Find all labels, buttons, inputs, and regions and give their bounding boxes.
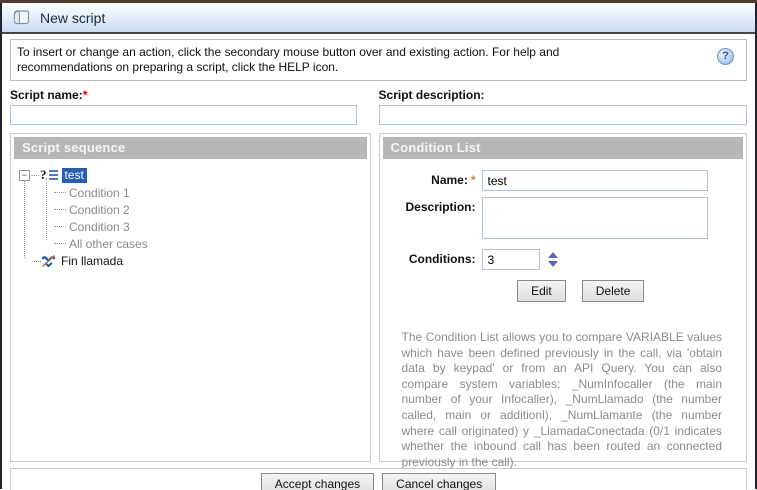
edit-button[interactable]: Edit (517, 280, 566, 302)
conditions-spinner (548, 249, 558, 270)
script-description-input[interactable] (379, 105, 747, 125)
required-asterisk: * (82, 88, 88, 102)
new-script-dialog (0, 3, 757, 489)
help-icon[interactable]: ? (717, 48, 734, 65)
condition-list-panel (379, 133, 747, 469)
script-sequence-header: Script sequence (14, 137, 367, 159)
tree-node-condition-1[interactable]: Condition 1 (19, 184, 370, 201)
spinner-down-arrow-icon[interactable] (548, 261, 558, 267)
conditions-count-label: Conditions: (408, 252, 476, 266)
end-call-icon (41, 254, 56, 268)
condition-name-input[interactable] (482, 170, 708, 191)
script-description-label: Script description: (378, 88, 485, 102)
script-sequence-tree (11, 162, 370, 270)
tree-dots (31, 175, 39, 176)
tree-node-all-other-cases[interactable]: All other cases (19, 235, 370, 252)
instruction-text: To insert or change an action, click the secondary mouse button over and existing action. For help and recommendations on preparing a script, click the HELP icon. (17, 45, 560, 74)
tree-collapse-toggle[interactable]: − (19, 170, 30, 181)
tree-row-root (19, 166, 370, 184)
instruction-box (10, 39, 747, 81)
tree-node-condition-2[interactable]: Condition 2 (19, 201, 370, 218)
delete-button[interactable]: Delete (582, 280, 645, 302)
conditions-count-input[interactable] (482, 249, 540, 270)
script-name-input[interactable] (10, 105, 357, 125)
condition-description-label: Description: (405, 200, 476, 214)
condition-list-header: Condition List (383, 137, 743, 159)
dialog-title: New script (40, 9, 106, 26)
script-sequence-panel (10, 133, 371, 462)
dialog-footer (10, 468, 747, 490)
cancel-changes-button[interactable]: Cancel changes (382, 473, 496, 490)
script-icon (12, 9, 31, 26)
accept-changes-button[interactable]: Accept changes (261, 473, 374, 490)
script-name-label: Script name:* (10, 88, 88, 102)
condition-help-text: The Condition List allows you to compare VARIABLE values which have been defined previously in the call, via 'obtain data by keypad' or from an API Query. You can also compare system variables: _NumInfocaller (the main number of your Infocaller), _NumLlamado (the number called, main or additionl), _NumLlamante (the number where call originated) y _LlamadaConectada (0/1 indicates whether the inbound call has been routed an connected previously in the call). (401, 330, 722, 469)
tree-node-fin-llamada[interactable]: Fin llamada (19, 252, 370, 270)
condition-description-textarea[interactable] (482, 197, 708, 239)
required-asterisk: * (470, 173, 476, 187)
tree-node-test[interactable]: test (62, 168, 87, 183)
dialog-titlebar (2, 3, 755, 34)
condition-list-icon: ? (40, 167, 58, 183)
tree-node-condition-3[interactable]: Condition 3 (19, 218, 370, 235)
spinner-up-arrow-icon[interactable] (548, 252, 558, 258)
condition-name-label: Name: * (431, 173, 476, 187)
